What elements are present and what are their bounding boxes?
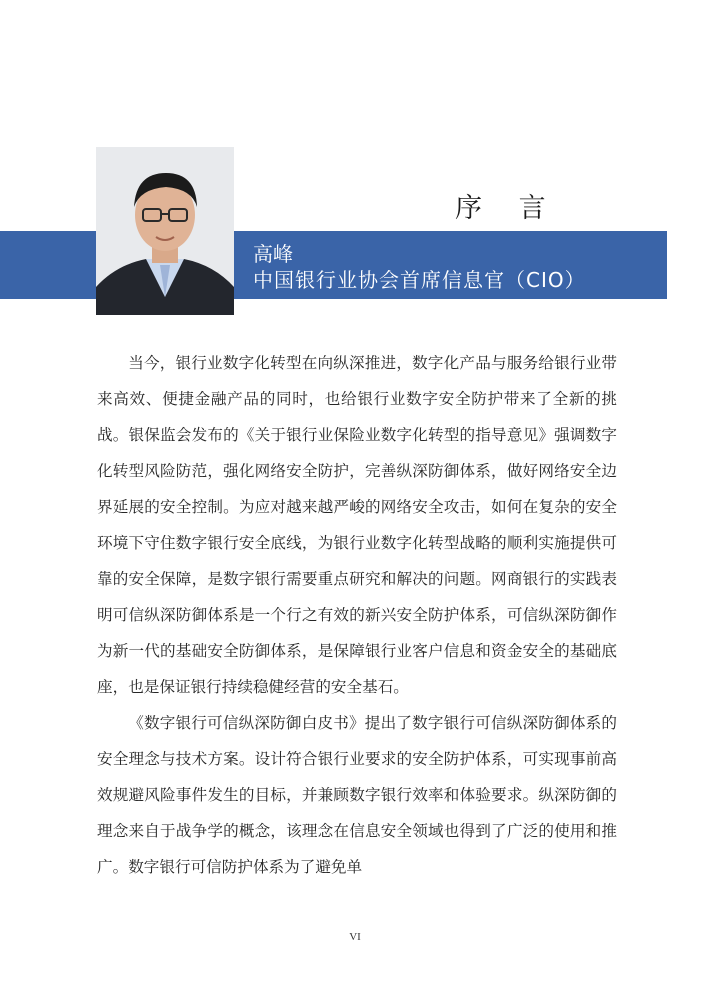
author-photo — [96, 147, 234, 315]
portrait-image — [96, 147, 234, 315]
preface-body — [97, 345, 617, 885]
paragraph-2: 《数字银行可信纵深防御白皮书》提出了数字银行可信纵深防御体系的安全理念与技术方案。设计符合银行业要求的安全防护体系，可实现事前高效规避风险事件发生的目标，并兼顾数字银行效率和体验要求。纵深防御的理念来自于战争学的概念，该理念在信息安全领域也得到了广泛的使用和推广。数字银行可信防护体系为了避免单 — [97, 714, 617, 876]
paragraph-1: 当今，银行业数字化转型在向纵深推进，数字化产品与服务给银行业带来高效、便捷金融产品的同时，也给银行业数字安全防护带来了全新的挑战。银保监会发布的《关于银行业保险业数字化转型的指导意见》强调数字化转型风险防范，强化网络安全防护，完善纵深防御体系，做好网络安全边界延展的安全控制。为应对越来越严峻的网络安全攻击，如何在复杂的安全环境下守住数字银行安全底线，为银行业数字化转型战略的顺利实施提供可靠的安全保障，是数字银行需要重点研究和解决的问题。网商银行的实践表明可信纵深防御体系是一个行之有效的新兴安全防护体系，可信纵深防御作为新一代的基础安全防御体系，是保障银行业客户信息和资金安全的基础底座，也是保证银行持续稳健经营的安全基石。 — [97, 354, 617, 696]
author-role: 中国银行业协会首席信息官（CIO） — [253, 268, 586, 292]
author-name: 高峰 — [253, 242, 293, 266]
page-title: 序 言 — [455, 193, 560, 224]
page-number: VI — [349, 931, 361, 943]
